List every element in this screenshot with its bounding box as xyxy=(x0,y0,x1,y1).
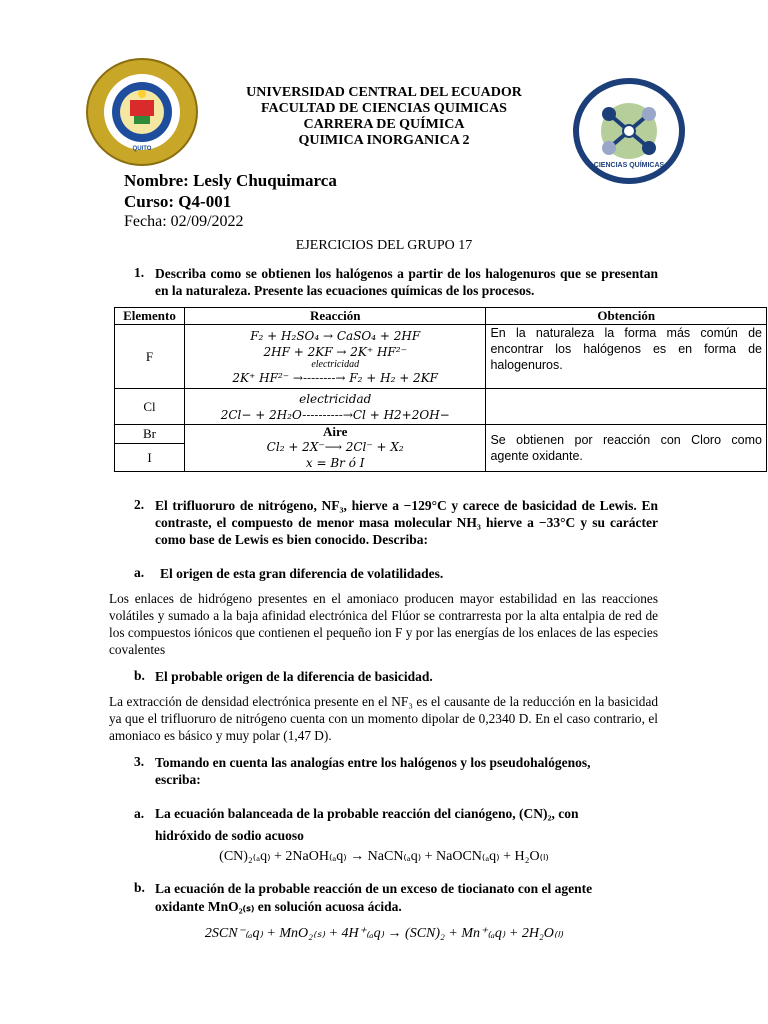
col-header-obtention: Obtención xyxy=(486,308,767,325)
q3-number: 3. xyxy=(134,754,145,769)
q2a-answer: Los enlaces de hidrógeno presentes en el amoniaco producen mayor estabilidad en las reacciones volátiles y sumado a la baja afinidad electrónica del Flúor se contrarresta por la alta entalpia de red de los compuestos iónicos que contienen el pequeño ion F y por las energías de los enlaces de las especies covalentes xyxy=(109,591,658,657)
reaction-cell xyxy=(184,389,485,425)
halogen-table xyxy=(114,307,767,472)
table-row xyxy=(115,325,767,389)
q3a-equation: (CN)₂₍ₐq₎ + 2NaOH₍ₐq₎ → NaCN₍ₐq₎ + NaOCN₍ₐq₎ + H₂O₍ₗ₎ xyxy=(219,849,549,864)
reaction-condition: electricidad xyxy=(311,358,360,370)
q2b-label: b. xyxy=(134,668,145,683)
q3b-title: La ecuación de la probable reacción de un exceso de tiocianato con el agente oxidante MnO₂₍ₛ₎ en solución acuosa ácida. xyxy=(155,881,593,914)
col-header-reaction: Reacción xyxy=(184,308,485,325)
obtention-cell: En la naturaleza la forma más común de encontrar los halógenos es en forma de halogenuros. xyxy=(486,325,767,389)
col-header-element: Elemento xyxy=(115,308,185,325)
q2b-answer: La extracción de densidad electrónica presente en el NF₃ es el causante de la reducción en la basicidad ya que el trifluoruro de nitrógeno cuenta con un momento dipolar de 0,2340 D. En el caso contrario, el amoniaco es básico y muy polar (1,47 D). xyxy=(109,694,658,743)
q2a-title: El origen de esta gran diferencia de volatilidades. xyxy=(160,566,444,581)
reaction-condition: electricidad xyxy=(299,391,372,406)
element-cell: I xyxy=(115,444,185,472)
q2-number: 2. xyxy=(134,497,145,512)
student-name: Nombre: Lesly Chuquimarca xyxy=(124,171,337,190)
reaction-condition: Aire xyxy=(323,424,348,439)
reaction-cell xyxy=(184,325,485,389)
q3a-label: a. xyxy=(134,806,145,821)
q3b-equation: 2SCN⁻₍ₐq₎ + MnO₂₍ₛ₎ + 4H⁺₍ₐq₎ → (SCN)₂ + Mn⁺₍ₐq₎ + 2H₂O₍ₗ₎ xyxy=(204,926,564,941)
student-course: Curso: Q4-001 xyxy=(124,192,232,211)
obtention-cell: Se obtienen por reacción con Cloro como agente oxidante. xyxy=(486,425,767,472)
q3b-label: b. xyxy=(134,880,145,895)
table-row xyxy=(115,389,767,425)
reaction-line: F₂ + H₂SO₄ → CaSO₄ + 2HF xyxy=(250,328,421,343)
q2a-label: a. xyxy=(134,565,145,580)
university-name: UNIVERSIDAD CENTRAL DEL ECUADOR xyxy=(246,85,522,100)
reaction-line: 2K⁺ HF²⁻ →--------→ F₂ + H₂ + 2KF xyxy=(232,370,438,385)
element-cell: Br xyxy=(115,425,185,444)
exercise-title: EJERCICIOS DEL GRUPO 17 xyxy=(295,238,473,253)
table-header-row xyxy=(115,308,767,325)
element-cell: F xyxy=(115,325,185,389)
reaction-line: x = Br ó I xyxy=(305,456,365,470)
q2b-title: El probable origen de la diferencia de basicidad. xyxy=(155,669,433,684)
right-seal-bottom-text: CIENCIAS QUÍMICAS xyxy=(593,162,665,169)
course-name: QUIMICA INORGANICA 2 xyxy=(298,133,470,148)
career-name: CARRERA DE QUÍMICA xyxy=(303,117,465,132)
q1-number: 1. xyxy=(134,265,145,280)
reaction-line: Cl₂ + 2X⁻⟶ 2Cl⁻ + X₂ xyxy=(266,440,404,454)
table-row xyxy=(115,425,767,444)
q2-text: El trifluoruro de nitrógeno, NF₃, hierve a −129°C y carece de basicidad de Lewis. En contraste, el compuesto de menor masa molecular NH₃ hierve a −33°C y su carácter como base de Lewis es bien conocido. Describa: xyxy=(155,498,658,547)
reaction-line: 2Cl− + 2H₂O----------→Cl + H2+2OH− xyxy=(220,407,450,422)
q3a-title: La ecuación balanceada de la probable reacción del cianógeno, (CN)₂, con hidróxido de sodio acuoso xyxy=(155,806,579,843)
q3-text: Tomando en cuenta las analogías entre los halógenos y los pseudohalógenos, escriba: xyxy=(155,755,591,787)
left-seal-bottom-text: QUITO xyxy=(132,146,152,152)
reaction-line: 2HF + 2KF → 2K⁺ HF²⁻ xyxy=(263,344,407,359)
reaction-cell xyxy=(184,425,485,472)
obtention-cell xyxy=(486,389,767,425)
q1-text: Describa como se obtienen los halógenos a partir de los halogenuros que se presentan en la naturaleza. Presente las ecuaciones químicas de los procesos. xyxy=(155,266,658,298)
faculty-name: FACULTAD DE CIENCIAS QUIMICAS xyxy=(261,101,507,116)
element-cell: Cl xyxy=(115,389,185,425)
student-date: Fecha: 02/09/2022 xyxy=(124,213,244,230)
